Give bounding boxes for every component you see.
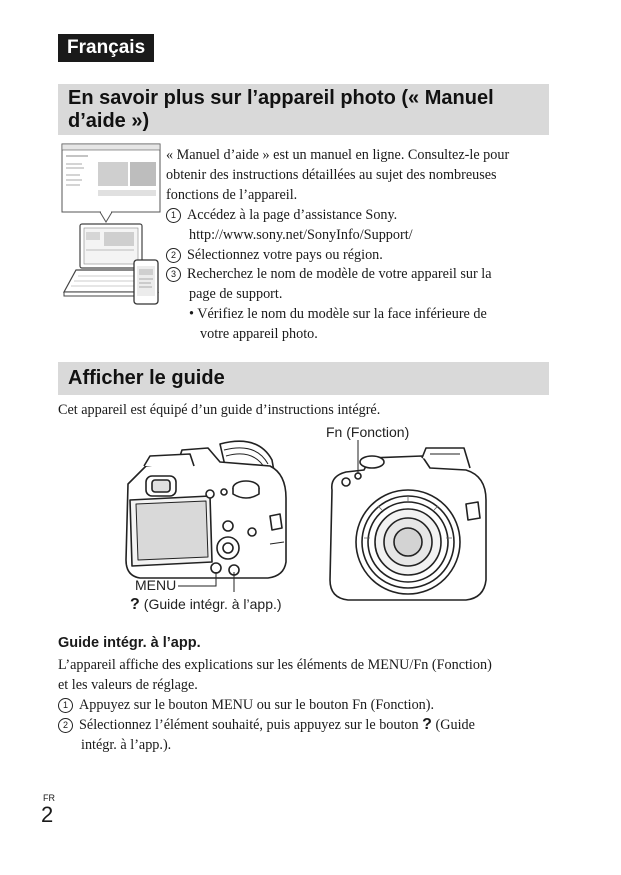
step-number-circle: 1 bbox=[58, 698, 73, 713]
section-title-line2: d’aide ») bbox=[68, 110, 150, 132]
step-number-circle: 3 bbox=[166, 267, 181, 282]
model-bullet-continued: votre appareil photo. bbox=[200, 326, 318, 342]
intro-line: fonctions de l’appareil. bbox=[166, 187, 298, 203]
guide-step-2 bbox=[58, 715, 475, 735]
guide-subheading: Guide intégr. à l’app. bbox=[58, 635, 201, 651]
question-mark-icon: ? bbox=[130, 596, 140, 613]
desc-line: et les valeurs de réglage. bbox=[58, 677, 198, 693]
step-text-continued: page de support. bbox=[189, 286, 283, 302]
section-title-manual bbox=[58, 84, 549, 135]
manual-step-1 bbox=[166, 205, 397, 225]
camera-front-illustration bbox=[326, 440, 491, 610]
manual-step-3 bbox=[166, 264, 492, 284]
page-number: 2 bbox=[41, 802, 54, 827]
manual-intro bbox=[166, 145, 566, 205]
section-title-line1: En savoir plus sur l’appareil photo (« Manuel bbox=[68, 87, 494, 109]
guide-label-text: (Guide intégr. à l’app.) bbox=[143, 596, 282, 612]
guide-intro: Cet appareil est équipé d’un guide d’instructions intégré. bbox=[58, 402, 381, 418]
guide-label bbox=[130, 596, 282, 614]
intro-line: « Manuel d’aide » est un manuel en ligne. Consultez-le pour bbox=[166, 147, 510, 163]
fn-label: Fn (Fonction) bbox=[326, 424, 410, 440]
camera-rear-illustration bbox=[120, 436, 305, 586]
step-text: Sélectionnez votre pays ou région. bbox=[187, 247, 383, 263]
step-text: Sélectionnez l’élément souhaité, puis appuyez sur le bouton bbox=[79, 717, 419, 733]
language-badge: Français bbox=[58, 34, 154, 62]
question-mark-icon: ? bbox=[422, 716, 432, 733]
step-number-circle: 2 bbox=[58, 718, 73, 733]
manual-step-2 bbox=[166, 245, 383, 265]
step-number-circle: 2 bbox=[166, 248, 181, 263]
step-text: Accédez à la page d’assistance Sony. bbox=[187, 207, 398, 223]
step-text-after: (Guide bbox=[435, 717, 475, 733]
model-bullet: • Vérifiez le nom du modèle sur la face inférieure de bbox=[189, 306, 487, 322]
step-text: Recherchez le nom de modèle de votre appareil sur la bbox=[187, 266, 492, 282]
laptop-phone-illustration bbox=[58, 142, 164, 310]
lang-code: FR bbox=[43, 793, 55, 803]
desc-line: L’appareil affiche des explications sur les éléments de MENU/Fn (Fonction) bbox=[58, 657, 492, 673]
section-title-guide: Afficher le guide bbox=[58, 362, 549, 395]
step-text: Appuyez sur le bouton MENU ou sur le bouton Fn (Fonction). bbox=[79, 697, 435, 713]
menu-label: MENU bbox=[135, 577, 177, 593]
guide-step-1 bbox=[58, 695, 434, 715]
step-number-circle: 1 bbox=[166, 208, 181, 223]
guide-step-2-continued: intégr. à l’app.). bbox=[81, 737, 172, 753]
guide-description bbox=[58, 655, 558, 695]
intro-line: obtenir des instructions détaillées au sujet des nombreuses bbox=[166, 167, 497, 183]
support-url: http://www.sony.net/SonyInfo/Support/ bbox=[189, 227, 413, 243]
